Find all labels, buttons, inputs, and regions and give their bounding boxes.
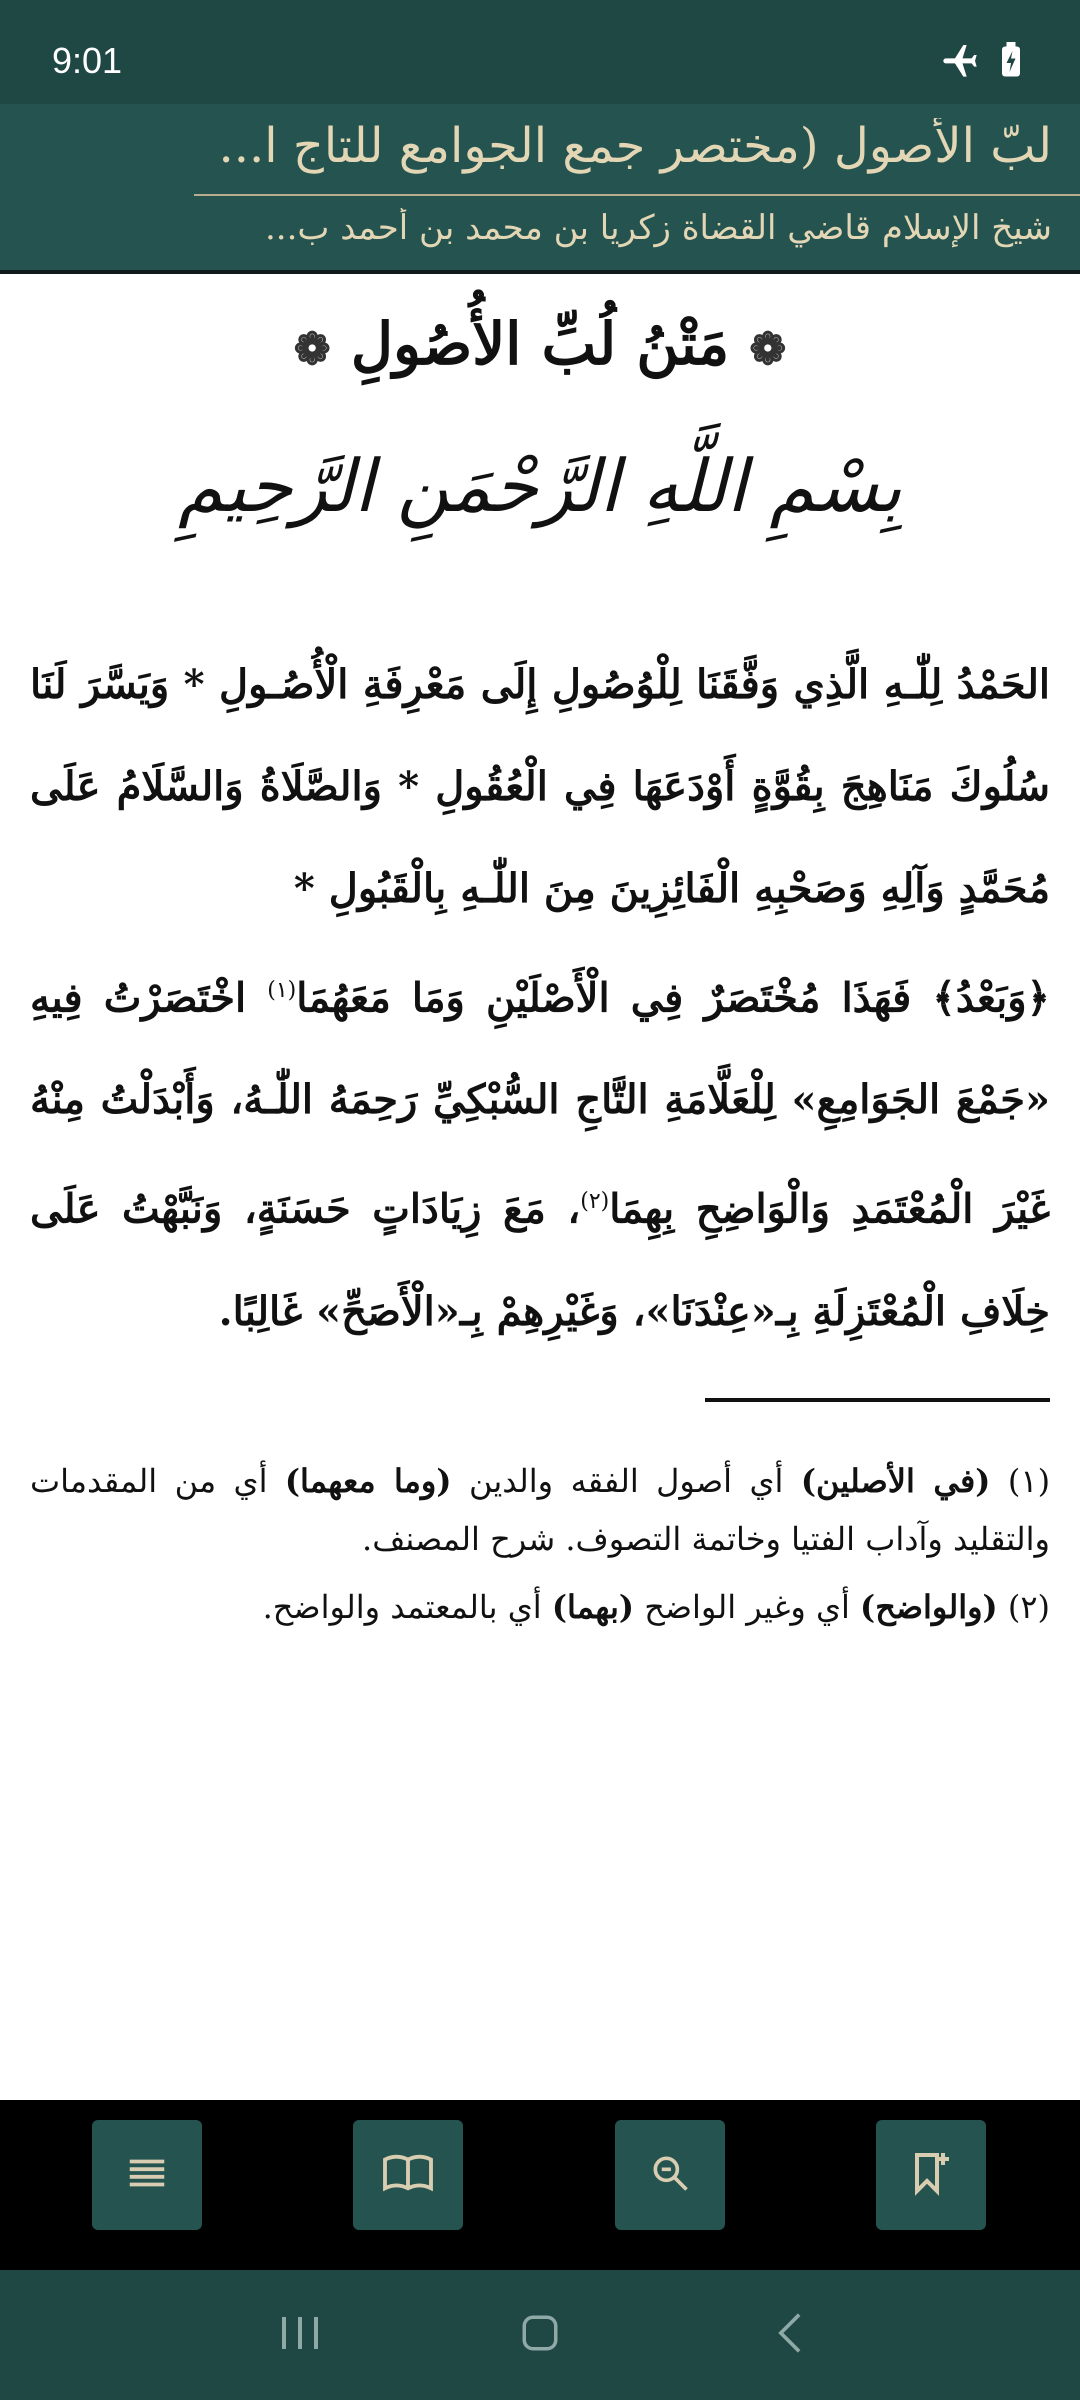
footnote-ref-2[interactable]: (٢) (580, 1189, 610, 1215)
footnote-text: أي بالمعتمد والواضح. (262, 1588, 552, 1626)
ornament-icon: ❁ (293, 324, 331, 375)
reader-content[interactable] (0, 274, 1080, 2098)
system-nav-bar (0, 2270, 1080, 2400)
chapter-title-text: مَتْنُ لُبِّ الأُصُولِ (350, 310, 730, 378)
footnote-1 (30, 1452, 1050, 1568)
ornament-icon: ❁ (749, 324, 787, 375)
book-open-icon (380, 2150, 436, 2200)
app-header (0, 104, 1080, 274)
status-icons (940, 40, 1024, 84)
status-bar (0, 0, 1080, 104)
menu-icon (124, 2150, 170, 2200)
paragraph-text: ﴿وَبَعْدُ﴾ فَهَذَا مُخْتَصَرٌ فِي الْأَصْلَيْنِ وَمَا مَعَهُمَا (296, 974, 1050, 1022)
home-icon (519, 2312, 561, 2358)
paragraph-text: ، مَعَ زِيَادَاتٍ حَسَنَةٍ، وَنَبَّهْتُ عَلَى خِلَافِ الْمُعْتَزِلَةِ بِـ«عِنْدَنَا»، وَغَيْرِهِمْ بِـ«الْأَصَحِّ» غَالِبًا. (30, 1185, 1050, 1335)
recents-icon (276, 2313, 324, 2357)
footnote-term: (بهما) (551, 1588, 635, 1626)
author-subtitle: شيخ الإسلام قاضي القضاة زكريا بن محمد بن أحمد ب... (264, 208, 1052, 248)
battery-charging-icon (998, 42, 1024, 82)
home-button[interactable] (510, 2310, 570, 2360)
footnote-number: (١) (1007, 1462, 1051, 1500)
footnote-term: (في الأصلين) (800, 1462, 991, 1500)
paragraph-main (30, 940, 1050, 1363)
airplane-mode-icon (940, 40, 980, 84)
bottom-toolbar (0, 2100, 1080, 2270)
footnote-term: (وما معهما) (284, 1462, 452, 1500)
header-divider (194, 194, 1080, 196)
footnotes (30, 1452, 1050, 1646)
paragraph-intro: الحَمْدُ لِلّٰـهِ الَّذِي وَفَّقَنَا لِلْوُصُولِ إِلَى مَعْرِفَةِ الْأُصُـولِ * وَيَسَّرَ لَنَا سُلُوكَ مَنَاهِجَ بِقُوَّةٍ أَوْدَعَهَا فِي الْعُقُولِ * وَالصَّلَاةُ وَالسَّلَامُ عَلَى مُحَمَّدٍ وَآلِهِ وَصَحْبِهِ الْفَائِزِينَ مِنَ اللّٰـهِ بِالْقَبُولِ * (30, 661, 1050, 912)
menu-button[interactable] (92, 2120, 202, 2230)
footnote-number: (٢) (1007, 1588, 1050, 1626)
status-time: 9:01 (52, 40, 123, 81)
paragraph-text: اخْتَصَرْتُ فِيهِ «جَمْعَ الجَوَامِعِ» لِلْعَلَّامَةِ التَّاجِ السُّبْكِيِّ رَحِمَهُ اللّٰـهُ، وَأَبْدَلْتُ مِنْهُ غَيْرَ الْمُعْتَمَدِ وَالْوَاضِحِ بِهِمَا (30, 974, 1051, 1233)
add-bookmark-button[interactable] (876, 2120, 986, 2230)
footnote-term: (والواضح) (860, 1588, 998, 1626)
back-button[interactable] (760, 2310, 820, 2360)
search-icon (648, 2151, 692, 2199)
footnote-text: أي أصول الفقه والدين (451, 1462, 801, 1500)
footnote-text: أي وغير الواضح (634, 1588, 861, 1626)
chapter-title (0, 310, 1080, 378)
footnote-text: أي من المقدمات والتقليد وآداب الفتيا وخاتمة التصوف. شرح المصنف. (30, 1462, 1050, 1558)
contents-button[interactable] (353, 2120, 463, 2230)
bookmark-add-icon (911, 2149, 951, 2201)
back-icon (772, 2311, 808, 2359)
footnote-divider (705, 1398, 1050, 1402)
main-text (30, 634, 1050, 1363)
footnote-2 (30, 1578, 1050, 1636)
footnote-ref-1[interactable]: (١) (267, 978, 297, 1003)
basmala: بِسْمِ اللَّهِ الرَّحْمَنِ الرَّحِيمِ (178, 444, 902, 528)
search-button[interactable] (615, 2120, 725, 2230)
recents-button[interactable] (270, 2310, 330, 2360)
book-title-header: لبّ الأصول (مختصر جمع الجوامع للتاج ا... (218, 118, 1052, 174)
